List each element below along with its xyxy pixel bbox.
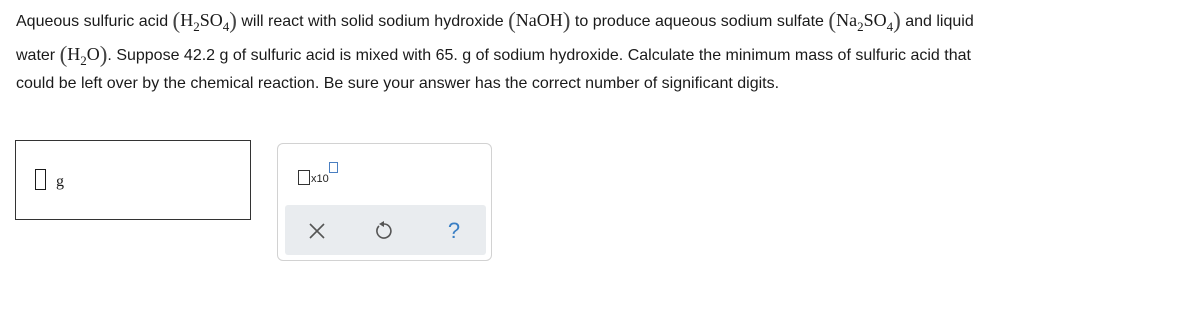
exponent-box-icon — [329, 162, 338, 173]
undo-button[interactable] — [373, 220, 395, 242]
question-line-1 — [16, 8, 974, 35]
undo-icon — [373, 220, 395, 242]
question-text-segment: to produce aqueous sodium sulfate — [570, 13, 829, 30]
question-text-segment: . Suppose 42.2 g of sulfuric acid is mixed with 65. g of sodium hydroxide. Calculate the minimum mass of sulfuric acid that — [107, 47, 971, 64]
question-line-2 — [16, 42, 971, 69]
question-line-3: could be left over by the chemical reaction. Be sure your answer has the correct number of significant digits. — [16, 75, 780, 92]
scientific-notation-button[interactable] — [298, 160, 346, 190]
question-text-segment: water — [16, 47, 60, 64]
answer-input[interactable] — [35, 169, 46, 190]
help-button[interactable] — [443, 220, 465, 242]
question-text-segment: and liquid — [900, 13, 974, 30]
close-x-icon — [306, 220, 328, 242]
tool-panel — [277, 143, 492, 261]
x10-label: x10 — [311, 173, 329, 185]
answer-box — [15, 140, 251, 220]
water-formula: $(H_2O)$ — [59, 42, 108, 68]
mantissa-box-icon — [298, 170, 310, 185]
question-mark-icon: ? — [447, 218, 461, 243]
clear-button[interactable] — [306, 220, 328, 242]
question-text-segment: will react with solid sodium hydroxide — [236, 13, 509, 30]
question-text-segment: Aqueous sulfuric acid — [16, 13, 173, 30]
action-bar — [285, 205, 486, 255]
sodium-sulfate-formula: $(Na_2SO_4)$ — [828, 8, 901, 34]
unit-label: g — [56, 173, 64, 190]
sodium-hydroxide-formula: (NaOH) — [508, 8, 571, 33]
sulfuric-acid-formula: $(H_2SO_4)$ — [172, 8, 237, 34]
